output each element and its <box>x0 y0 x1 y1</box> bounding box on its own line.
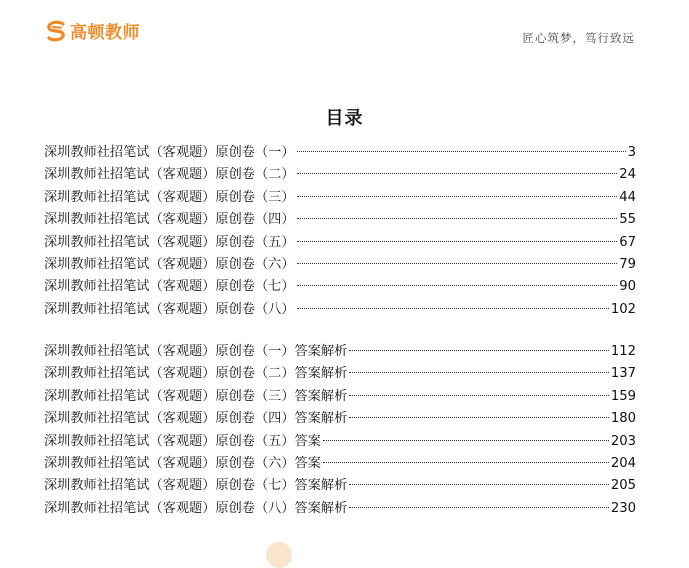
footer-watermark <box>266 542 292 568</box>
toc-group-papers <box>44 142 636 321</box>
toc-entry-page: 55 <box>619 212 636 228</box>
toc-entry[interactable] <box>44 164 636 186</box>
brand-logo <box>44 18 140 43</box>
toc-entry[interactable] <box>44 475 636 497</box>
toc-entry-label: 深圳教师社招笔试（客观题）原创卷（七）答案解析 <box>44 478 348 494</box>
toc-entry-page: 79 <box>619 256 636 272</box>
toc-dot-leader <box>349 484 609 485</box>
toc-entry-page: 203 <box>610 433 636 449</box>
toc-dot-leader <box>297 263 618 264</box>
toc-dot-leader <box>323 462 609 463</box>
toc-dot-leader <box>297 173 618 174</box>
toc-dot-leader <box>349 350 609 351</box>
toc-entry-label: 深圳教师社招笔试（客观题）原创卷（五）答案 <box>44 433 321 449</box>
toc-dot-leader <box>297 151 626 152</box>
toc-entry-label: 深圳教师社招笔试（客观题）原创卷（六）答案 <box>44 455 321 471</box>
toc-entry[interactable] <box>44 276 636 298</box>
toc-entry-label: 深圳教师社招笔试（客观题）原创卷（四） <box>44 212 295 228</box>
header-slogan: 匠心筑梦，笃行致远 <box>522 31 635 45</box>
toc-entry-label: 深圳教师社招笔试（客观题）原创卷（五） <box>44 234 295 250</box>
toc-entry[interactable] <box>44 341 636 363</box>
toc-title: 目录 <box>325 108 364 129</box>
toc-entry-label: 深圳教师社招笔试（客观题）原创卷（四）答案解析 <box>44 411 348 427</box>
toc-entry-page: 205 <box>610 478 636 494</box>
toc-entry-label: 深圳教师社招笔试（客观题）原创卷（二） <box>44 167 295 183</box>
toc-entry-page: 102 <box>610 301 636 317</box>
toc-entry[interactable] <box>44 408 636 430</box>
toc-entry-label: 深圳教师社招笔试（客观题）原创卷（三） <box>44 189 295 205</box>
toc-entry-page: 230 <box>610 500 636 516</box>
toc-entry-label: 深圳教师社招笔试（客观题）原创卷（八）答案解析 <box>44 500 348 516</box>
toc-dot-leader <box>349 507 609 508</box>
toc-entry-page: 3 <box>627 145 636 160</box>
toc-entry[interactable] <box>44 386 636 408</box>
toc-entry-label: 深圳教师社招笔试（客观题）原创卷（一）答案解析 <box>44 344 348 359</box>
toc-entry-label: 深圳教师社招笔试（客观题）原创卷（七） <box>44 279 295 295</box>
toc-entry-page: 180 <box>610 411 636 427</box>
toc-entry-label: 深圳教师社招笔试（客观题）原创卷（二）答案解析 <box>44 366 348 382</box>
toc-entry[interactable] <box>44 209 636 231</box>
toc-entry[interactable] <box>44 232 636 254</box>
toc-entry-label: 深圳教师社招笔试（客观题）原创卷（六） <box>44 256 295 272</box>
toc-dot-leader <box>297 196 618 197</box>
toc-entry-label: 深圳教师社招笔试（客观题）原创卷（三）答案解析 <box>44 388 348 404</box>
toc-entry-page: 137 <box>610 366 636 382</box>
toc-entry[interactable] <box>44 187 636 209</box>
toc-dot-leader <box>349 417 609 418</box>
toc-entry-page: 112 <box>610 344 636 359</box>
toc-entry-page: 67 <box>619 234 636 250</box>
toc-entry-page: 24 <box>619 167 636 183</box>
toc-dot-leader <box>297 241 618 242</box>
toc-entry-page: 159 <box>610 388 636 404</box>
gaodun-logo-icon <box>44 19 68 43</box>
toc-dot-leader <box>297 285 618 286</box>
toc-entry-page: 90 <box>619 279 636 295</box>
toc-entry-page: 204 <box>610 455 636 471</box>
toc-entry[interactable] <box>44 142 636 164</box>
brand-name: 高顿教师 <box>70 23 140 43</box>
toc-entry-page: 44 <box>619 189 636 205</box>
toc-entry-label: 深圳教师社招笔试（客观题）原创卷（一） <box>44 145 295 160</box>
toc-entry[interactable] <box>44 299 636 321</box>
toc-dot-leader <box>297 308 609 309</box>
toc-dot-leader <box>349 372 609 373</box>
toc-entry[interactable] <box>44 254 636 276</box>
toc-entry[interactable] <box>44 431 636 453</box>
toc-entry[interactable] <box>44 363 636 385</box>
toc-group-answers <box>44 341 636 520</box>
toc-dot-leader <box>323 440 609 441</box>
toc-entry[interactable] <box>44 498 636 520</box>
toc-dot-leader <box>297 218 618 219</box>
toc-dot-leader <box>349 395 609 396</box>
toc-entry[interactable] <box>44 453 636 475</box>
toc-entry-label: 深圳教师社招笔试（客观题）原创卷（八） <box>44 301 295 317</box>
